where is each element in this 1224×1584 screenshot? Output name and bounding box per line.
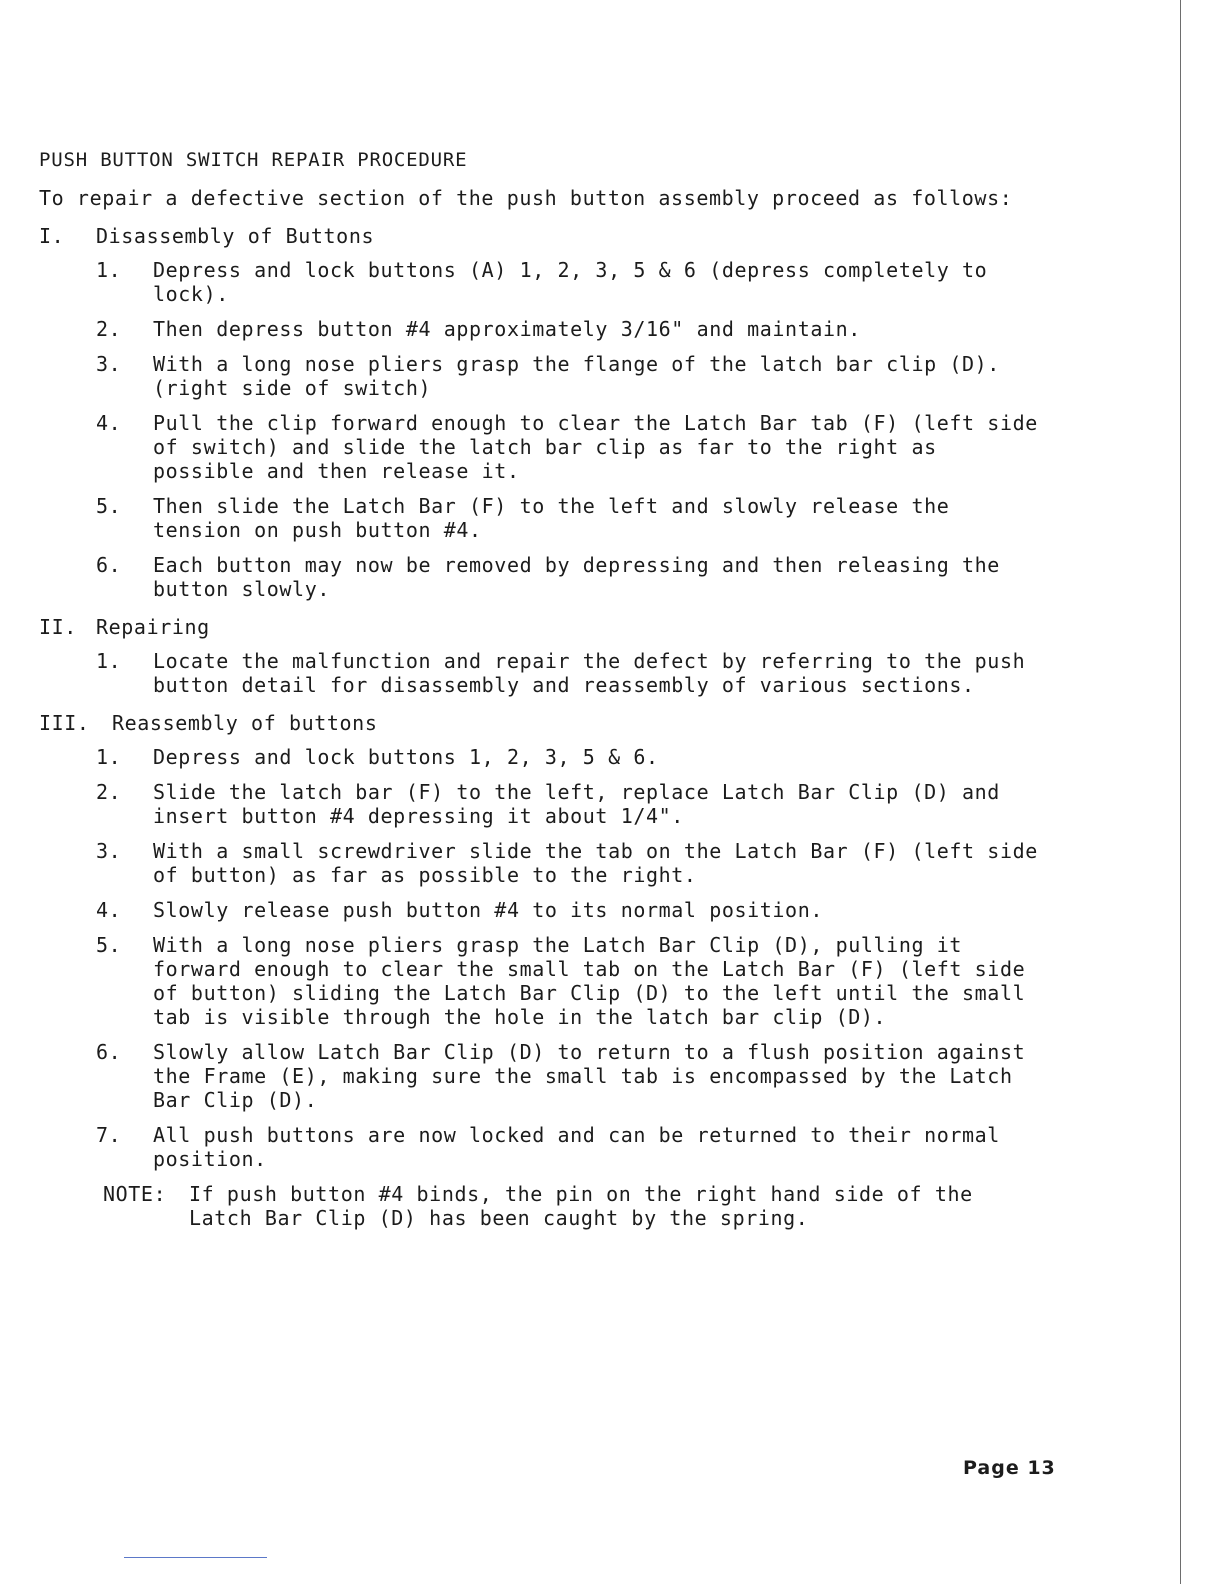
step-number: 1.: [96, 649, 122, 673]
list-item: [96, 1040, 1059, 1112]
step-text: Slowly allow Latch Bar Clip (D) to return to a flush position against the Frame (E), making sure the small tab is encompassed by the Latch Bar Clip (D).: [153, 1040, 1026, 1112]
list-item: [96, 839, 1059, 887]
step-number: 3.: [96, 352, 122, 376]
step-number: 6.: [96, 553, 122, 577]
list-item: [96, 411, 1059, 483]
list-item: [96, 649, 1059, 697]
step-text: With a long nose pliers grasp the flange of the latch bar clip (D). (right side of switch): [153, 352, 1000, 400]
list-item: [96, 745, 1059, 769]
document-body: [39, 148, 1059, 1230]
note-label: NOTE:: [103, 1182, 167, 1206]
step-text: Each button may now be removed by depressing and then releasing the button slowly.: [153, 553, 1000, 601]
page-number: Page 13: [963, 1457, 1056, 1479]
step-number: 4.: [96, 411, 122, 435]
list-item: [96, 1123, 1059, 1171]
step-text: Depress and lock buttons 1, 2, 3, 5 & 6.: [153, 745, 659, 769]
step-text: Slowly release push button #4 to its normal position.: [153, 898, 823, 922]
list-item: [96, 494, 1059, 542]
list-item: [96, 352, 1059, 400]
step-number: 4.: [96, 898, 122, 922]
note-text: If push button #4 binds, the pin on the right hand side of the Latch Bar Clip (D) has been caught by the spring.: [189, 1182, 973, 1230]
step-number: 2.: [96, 780, 122, 804]
step-number: 3.: [96, 839, 122, 863]
step-text: With a long nose pliers grasp the Latch Bar Clip (D), pulling it forward enough to clear the small tab on the Latch Bar (F) (left side of button) sliding the Latch Bar Clip (D) to the left until the small tab is visible through the hole in the latch bar clip (D).: [153, 933, 1026, 1029]
step-number: 2.: [96, 317, 122, 341]
section-number: II.: [39, 615, 77, 639]
scan-edge-line: [1180, 0, 1181, 1584]
step-text: Depress and lock buttons (A) 1, 2, 3, 5 & 6 (depress completely to lock).: [153, 258, 988, 306]
step-text: All push buttons are now locked and can be returned to their normal position.: [153, 1123, 1000, 1171]
step-number: 6.: [96, 1040, 122, 1064]
list-item: [96, 258, 1059, 306]
section-title: Reassembly of buttons: [112, 711, 378, 735]
page-title: PUSH BUTTON SWITCH REPAIR PROCEDURE: [39, 149, 468, 171]
section-title: Repairing: [96, 615, 210, 639]
section-number: I.: [39, 224, 65, 248]
section-number: III.: [39, 711, 90, 735]
section-heading: [39, 224, 1059, 248]
step-text: Locate the malfunction and repair the defect by referring to the push button detail for disassembly and reassembly of various sections.: [153, 649, 1026, 697]
section-title: Disassembly of Buttons: [96, 224, 375, 248]
step-text: Slide the latch bar (F) to the left, replace Latch Bar Clip (D) and insert button #4 depressing it about 1/4".: [153, 780, 1000, 828]
intro-paragraph: To repair a defective section of the push button assembly proceed as follows:: [39, 186, 1013, 210]
step-number: 7.: [96, 1123, 122, 1147]
section-heading: [39, 615, 1059, 639]
list-item: [96, 780, 1059, 828]
step-number: 5.: [96, 494, 122, 518]
step-text: Then depress button #4 approximately 3/16" and maintain.: [153, 317, 861, 341]
note-block: [103, 1182, 1059, 1230]
list-item: [96, 898, 1059, 922]
step-number: 5.: [96, 933, 122, 957]
section-repairing: [39, 615, 1059, 697]
section-heading: [39, 711, 1059, 735]
section-disassembly: [39, 224, 1059, 601]
list-item: [96, 553, 1059, 601]
list-item: [96, 317, 1059, 341]
step-number: 1.: [96, 745, 122, 769]
list-item: [96, 933, 1059, 1029]
step-text: Then slide the Latch Bar (F) to the left and slowly release the tension on push button #4.: [153, 494, 950, 542]
step-text: Pull the clip forward enough to clear the Latch Bar tab (F) (left side of switch) and slide the latch bar clip as far to the right as possible and then release it.: [153, 411, 1038, 483]
step-number: 1.: [96, 258, 122, 282]
section-reassembly: [39, 711, 1059, 1230]
step-text: With a small screwdriver slide the tab on the Latch Bar (F) (left side of button) as far as possible to the right.: [153, 839, 1038, 887]
footer-rule: [124, 1557, 267, 1558]
